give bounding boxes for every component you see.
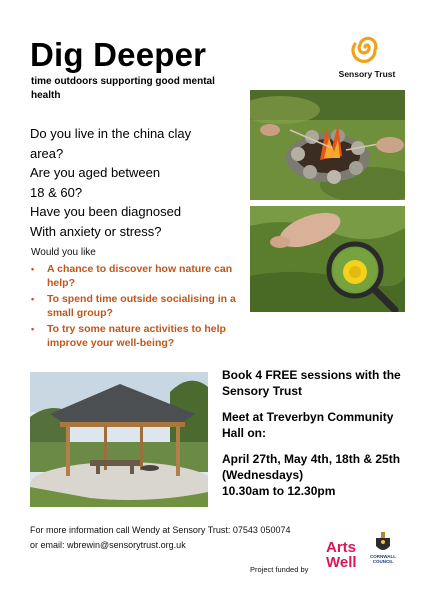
shelter-photo — [30, 372, 208, 507]
question-line: 18 & 60? — [30, 184, 83, 200]
sessions-text: Book 4 FREE sessions with the Sensory Trust — [222, 368, 401, 398]
benefit-item: • To try some nature activities to help improve your well-being? — [31, 322, 241, 350]
question-line: area? — [30, 145, 64, 161]
question-line: Are you aged between — [30, 165, 161, 180]
meeting-place-text: Meet at Treverbyn Community Hall on: — [222, 410, 394, 440]
question-line: Have you been diagnosed — [30, 204, 182, 219]
page-title: Dig Deeper — [30, 36, 207, 73]
benefit-list — [31, 262, 241, 352]
time-text: 10.30am to 12.30pm — [222, 484, 336, 498]
campfire-photo — [250, 90, 405, 200]
council-crest-icon — [374, 532, 392, 554]
arts-well-line1: Arts — [326, 539, 357, 556]
funded-by-label: Project funded by — [250, 565, 309, 574]
session-info — [222, 367, 412, 509]
would-you-like-label: Would you like — [31, 247, 96, 258]
benefit-item: • To spend time outside socialising in a small group? — [31, 292, 241, 320]
benefit-item: • A chance to discover how nature can help? — [31, 262, 241, 290]
spiral-icon — [349, 29, 385, 65]
page-subtitle: time outdoors supporting good mental health — [31, 76, 215, 101]
phone-line: For more information call Wendy at Sensory Trust: 07543 050074 — [30, 525, 291, 535]
contact-info — [30, 523, 290, 553]
question-line: With anxiety or stress? — [30, 223, 162, 239]
email-line: or email: wbrewin@sensorytrust.org.uk — [30, 540, 186, 550]
eligibility-questions — [30, 124, 245, 241]
question-line: Do you live in the china clay — [30, 126, 192, 141]
council-line1: CORNWALL — [370, 554, 396, 559]
logo-text: Sensory Trust — [338, 69, 396, 79]
sensory-trust-logo — [327, 29, 407, 79]
arts-well-line2: Well — [326, 554, 357, 571]
cornwall-council-logo — [360, 532, 406, 564]
magnifier-flower-photo — [250, 206, 405, 312]
dates-text: April 27th, May 4th, 18th & 25th (Wednesdays) — [222, 452, 401, 482]
council-line2: COUNCIL — [372, 559, 394, 564]
arts-well-logo — [326, 540, 357, 570]
